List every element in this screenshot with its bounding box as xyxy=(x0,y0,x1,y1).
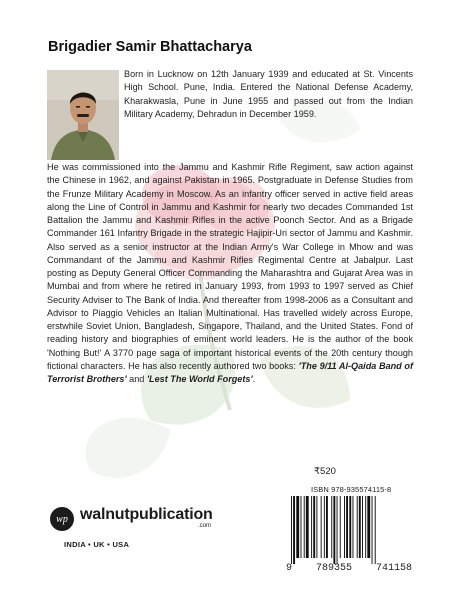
barcode-digit-group-left: 789355 xyxy=(315,563,352,574)
bio-and: and xyxy=(126,374,147,384)
bio-body-text: He was commissioned into the Jammu and Kashmir Rifle Regiment, saw action against the Chinese in 1962, and against Pakistan in 1965. Postgraduate in Defense Studies from the Frunze Military Academy in Moscow. As an infantry officer served in active field areas along the Line of Control in Jammu and Kashmir for nearly two decades Commanded 1st Battalion the Jammu and Kashmir Rifles in the active Poonch Sector. And as a Brigade Commander 161 Infantry Brigade in the strategic Hajipir-Uri sector of Jammu and Kashmir. Also served as a senior instructor at the Indian Army's War College in Mhow and was Commandant of the Jammu and Kashmir Rifles Regimental Centre at Jabalpur. Last posting as Deputy General Officer Commanding the Maharashtra and Gujarat Area was in Mumbai and from where he retired in January 1993, from 1993 to 1997 served as Chief Security Adviser to The Bank of India. And thereafter from 1998-2006 as a Consultant and Advisor to Piaggio Vehicles an Italian Multinational. Has travelled widely across Europe, erstwhile Soviet Union, Bangladesh, Singapore, Thailand, and the United States. Fond of reading history and biographies of eminent world leaders. He is the author of the book 'Nothing But!' A 3770 page saga of important historical events of the 20th century though fictional characters. He has also recently authored two books: xyxy=(47,162,413,371)
barcode xyxy=(291,496,407,564)
bio-intro: Born in Lucknow on 12th January 1939 and educated at St. Vincents High School. Pune, India. Entered the National Defense Academy, Kharakwasla, Pune in June 1955 and passed out from the Indian Military Academy, Dehradun in December 1959. xyxy=(124,69,413,120)
author-photo xyxy=(47,70,119,160)
isbn-label: ISBN 978-935574115-8 xyxy=(311,485,392,494)
barcode-digit-prefix: 9 xyxy=(286,563,293,574)
price-label: ₹520 xyxy=(314,466,336,477)
book-title-2: 'Lest The World Forgets' xyxy=(146,374,253,384)
publisher-domain: .com xyxy=(198,523,212,529)
barcode-digits xyxy=(286,563,412,574)
publisher-name: walnutpublication xyxy=(80,506,213,523)
author-name: Brigadier Samir Bhattacharya xyxy=(48,39,252,55)
book-title-1: 'The 9/11 Al-Qaida Band of Terrorist Brothers' xyxy=(47,360,413,384)
bio-end: . xyxy=(252,374,256,384)
bio-body xyxy=(47,161,413,386)
publisher-logo-icon: wp xyxy=(50,507,74,531)
barcode-digit-group-right: 741158 xyxy=(375,563,412,574)
publisher-regions: INDIA • UK • USA xyxy=(64,540,130,549)
